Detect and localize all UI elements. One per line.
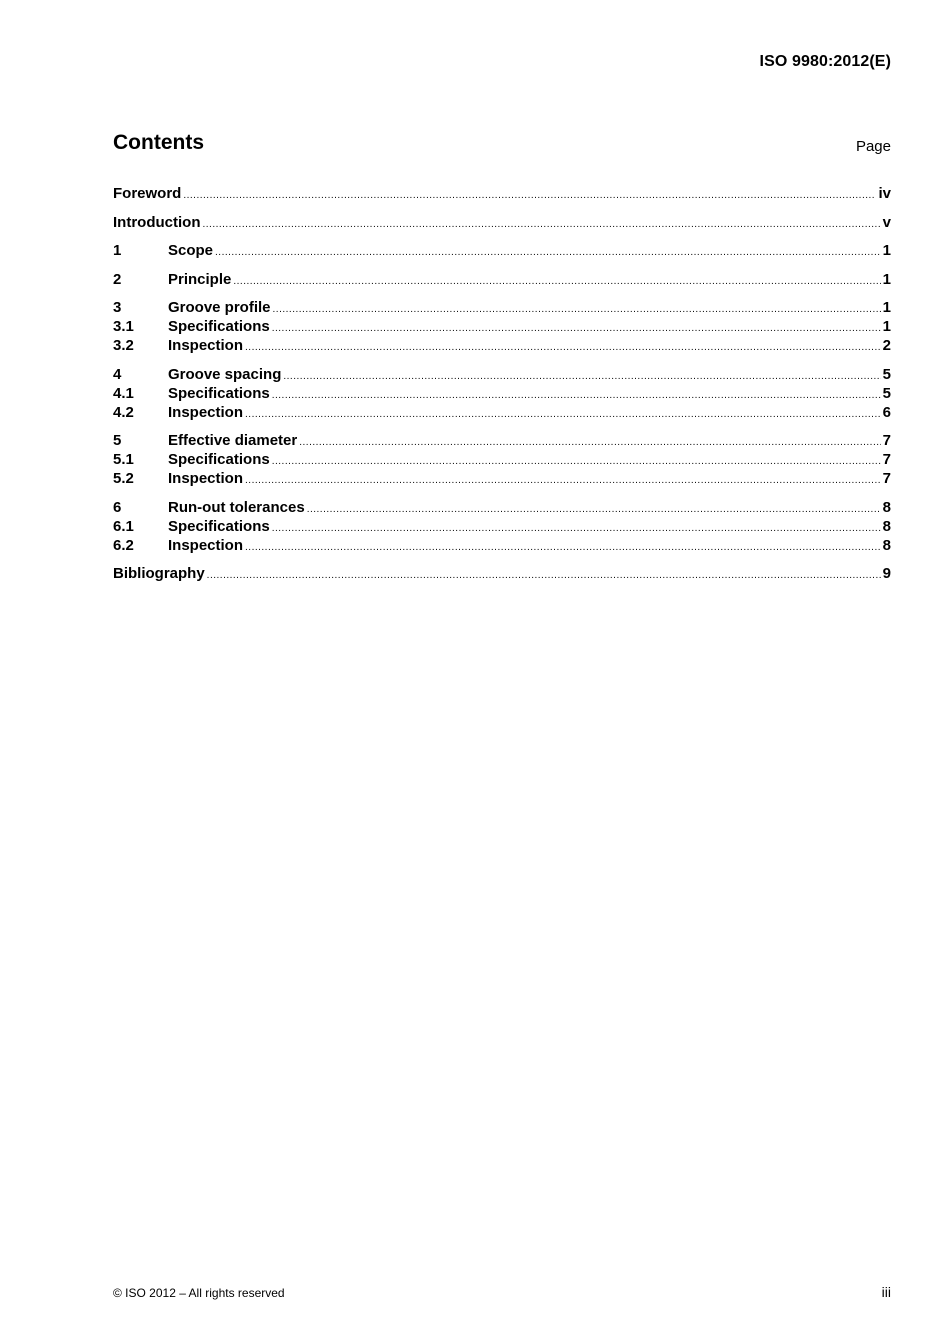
toc-entry-title[interactable]: Principle [168,270,232,288]
toc-entry-number: 6 [113,498,122,516]
toc-entry-number: 5.2 [113,470,134,487]
toc-dot-leader [272,519,881,538]
toc-entry-title[interactable]: Specifications [168,517,270,535]
toc-entry[interactable] [113,184,891,203]
toc-entry-number: 6.1 [113,517,134,535]
toc-entry-title[interactable]: Effective diameter [168,432,298,449]
toc-entry-page[interactable]: 7 [882,451,891,468]
toc-group [113,213,891,232]
toc-entry-page[interactable]: 1 [882,270,891,288]
toc-entry[interactable] [113,365,891,384]
toc-entry-title[interactable]: Specifications [168,318,270,335]
toc-group [113,298,891,355]
toc-entry[interactable] [113,403,891,422]
toc-entry-number: 3 [113,299,122,316]
toc-dot-leader [307,500,881,519]
toc-entry-page[interactable]: 5 [882,384,891,402]
toc-entry[interactable] [113,469,891,488]
toc-dot-leader [299,433,880,452]
document-id: ISO 9980:2012(E) [759,53,891,70]
toc-dot-leader [245,471,881,490]
toc-entry-page[interactable]: 8 [882,498,891,516]
toc-group [113,241,891,260]
toc-entry-page[interactable]: 6 [882,403,891,421]
toc-entry-number: 2 [113,270,122,288]
toc-entry-page[interactable]: 1 [882,318,891,335]
toc-dot-leader [245,338,881,357]
toc-group [113,365,891,422]
toc-dot-leader [183,186,876,205]
toc-entry-page[interactable]: 1 [882,299,891,316]
toc-entry-title[interactable]: Inspection [168,403,244,421]
toc-entry-number: 3.1 [113,318,134,335]
toc-entry-page[interactable]: 2 [882,337,891,354]
toc-entry[interactable] [113,298,891,317]
toc-entry-page[interactable]: 1 [882,242,891,259]
toc-entry-title[interactable]: Introduction [113,213,201,231]
toc-dot-leader [272,386,881,405]
contents-title: Contents [113,131,204,154]
toc-dot-leader [283,367,880,386]
toc-entry[interactable] [113,317,891,336]
toc-entry-number: 4 [113,365,122,383]
toc-dot-leader [245,405,881,424]
toc-entry-number: 4.2 [113,403,134,421]
toc-entry-page[interactable]: iv [878,185,891,202]
toc-group [113,498,891,555]
table-of-contents [113,184,891,593]
toc-entry-title[interactable]: Inspection [168,536,244,554]
toc-entry[interactable] [113,270,891,289]
toc-entry-number: 1 [113,242,122,259]
toc-entry-page[interactable]: 5 [882,365,891,383]
toc-entry-number: 3.2 [113,337,134,354]
toc-dot-leader [215,243,881,262]
toc-entry-title[interactable]: Foreword [113,185,182,202]
toc-entry-number: 4.1 [113,384,134,402]
toc-entry-title[interactable]: Specifications [168,384,270,402]
toc-group [113,564,891,583]
toc-group [113,431,891,488]
toc-entry-number: 6.2 [113,536,134,554]
toc-entry[interactable] [113,336,891,355]
toc-entry[interactable] [113,213,891,232]
toc-entry-title[interactable]: Groove spacing [168,365,282,383]
toc-group [113,184,891,203]
footer-copyright: © ISO 2012 – All rights reserved [113,1286,285,1300]
toc-dot-leader [207,566,881,585]
toc-dot-leader [273,300,881,319]
toc-entry-title[interactable]: Inspection [168,470,244,487]
toc-entry[interactable] [113,564,891,583]
toc-entry[interactable] [113,384,891,403]
toc-entry-title[interactable]: Groove profile [168,299,271,316]
toc-dot-leader [202,215,880,234]
toc-entry[interactable] [113,498,891,517]
toc-entry[interactable] [113,536,891,555]
toc-entry-number: 5 [113,432,122,449]
toc-entry[interactable] [113,241,891,260]
footer-page-number: iii [881,1284,891,1300]
toc-entry[interactable] [113,431,891,450]
toc-entry-title[interactable]: Scope [168,242,214,259]
toc-dot-leader [272,319,881,338]
toc-entry-page[interactable]: v [882,213,891,231]
toc-entry[interactable] [113,450,891,469]
toc-dot-leader [245,538,881,557]
toc-entry-page[interactable]: 8 [882,517,891,535]
toc-entry-page[interactable]: 7 [882,470,891,487]
toc-entry-page[interactable]: 7 [882,432,891,449]
toc-entry[interactable] [113,517,891,536]
toc-entry-number: 5.1 [113,451,134,468]
toc-dot-leader [272,452,881,471]
toc-group [113,270,891,289]
page-column-label: Page [855,138,891,155]
toc-entry-title[interactable]: Bibliography [113,565,205,582]
toc-entry-page[interactable]: 8 [882,536,891,554]
toc-entry-title[interactable]: Specifications [168,451,270,468]
toc-entry-title[interactable]: Run-out tolerances [168,498,305,516]
toc-entry-page[interactable]: 9 [882,565,891,582]
toc-entry-title[interactable]: Inspection [168,337,244,354]
toc-dot-leader [233,272,880,291]
